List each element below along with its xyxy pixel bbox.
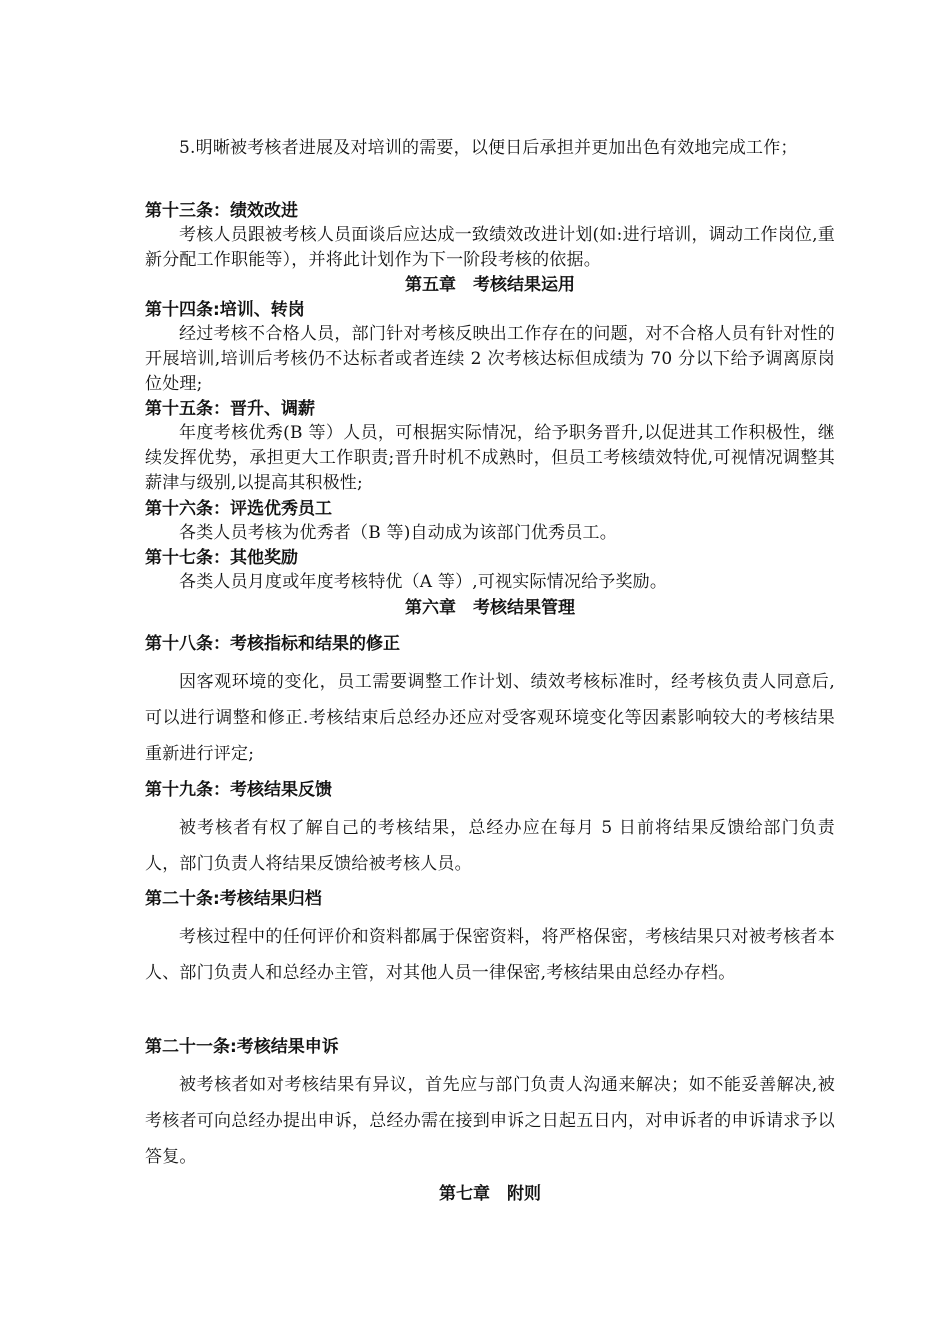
- article-17: [145, 546, 835, 595]
- chapter-7-title: [145, 1182, 835, 1206]
- article-19: [145, 778, 835, 882]
- article-21: [145, 1035, 835, 1175]
- article-heading: 第二十条:考核结果归档: [145, 889, 322, 909]
- paragraph: 年度考核优秀(B 等）人员，可根据实际情况，给予职务晋升,以促进其工作积极性，继续发挥优势，承担更大工作职责;晋升时机不成熟时，但员工考核绩效特优,可视情况调整其薪津与级别,以提高其积极性;: [145, 423, 835, 493]
- article-15: [145, 397, 835, 496]
- article-heading: 第十八条：考核指标和结果的修正: [145, 634, 400, 654]
- paragraph: 被考核者如对考核结果有异议，首先应与部门负责人沟通来解决；如不能妥善解决,被考核者可向总经办提出申诉，总经办需在接到申诉之日起五日内，对申诉者的申诉请求予以答复。: [145, 1075, 835, 1167]
- chapter-5-title: [145, 273, 835, 297]
- chapter-heading: 第六章 考核结果管理: [405, 598, 575, 618]
- article-18: [145, 632, 835, 772]
- item-5-paragraph: [145, 130, 835, 166]
- article-16: [145, 497, 835, 546]
- paragraph: 经过考核不合格人员，部门针对考核反映出工作存在的问题，对不合格人员有针对性的开展培训,培训后考核仍不达标者或者连续 2 次考核达标但成绩为 70 分以下给予调离原岗位处理;: [145, 324, 835, 394]
- chapter-heading: 第七章 附则: [439, 1184, 541, 1204]
- article-heading: 第十六条：评选优秀员工: [145, 499, 332, 519]
- article-heading: 第二十一条:考核结果申诉: [145, 1037, 339, 1057]
- paragraph: 各类人员考核为优秀者（B 等)自动成为该部门优秀员工。: [179, 523, 617, 543]
- article-heading: 第十四条:培训、转岗: [145, 300, 305, 320]
- paragraph: 考核人员跟被考核人员面谈后应达成一致绩效改进计划(如:进行培训，调动工作岗位,重新分配工作职能等），并将此计划作为下一阶段考核的依据。: [145, 225, 835, 270]
- paragraph: 因客观环境的变化，员工需要调整工作计划、绩效考核标准时，经考核负责人同意后,可以进行调整和修正.考核结束后总经办还应对受客观环境变化等因素影响较大的考核结果重新进行评定;: [145, 672, 835, 764]
- article-heading: 第十五条：晋升、调薪: [145, 399, 315, 419]
- article-14: [145, 298, 835, 397]
- article-heading: 第十三条：绩效改进: [145, 201, 298, 221]
- paragraph: 各类人员月度或年度考核特优（A 等）,可视实际情况给予奖励。: [179, 572, 668, 592]
- chapter-6-title: [145, 596, 835, 620]
- article-13: [145, 199, 835, 273]
- paragraph: 被考核者有权了解自己的考核结果，总经办应在每月 5 日前将结果反馈给部门负责人，部门负责人将结果反馈给被考核人员。: [145, 818, 835, 874]
- paragraph: 考核过程中的任何评价和资料都属于保密资料，将严格保密，考核结果只对被考核者本人、部门负责人和总经办主管，对其他人员一律保密,考核结果由总经办存档。: [145, 927, 835, 983]
- article-heading: 第十九条：考核结果反馈: [145, 780, 332, 800]
- article-20: [145, 887, 835, 991]
- article-heading: 第十七条：其他奖励: [145, 548, 298, 568]
- chapter-heading: 第五章 考核结果运用: [405, 275, 575, 295]
- paragraph: 5.明晰被考核者进展及对培训的需要，以便日后承担并更加出色有效地完成工作；: [179, 138, 798, 158]
